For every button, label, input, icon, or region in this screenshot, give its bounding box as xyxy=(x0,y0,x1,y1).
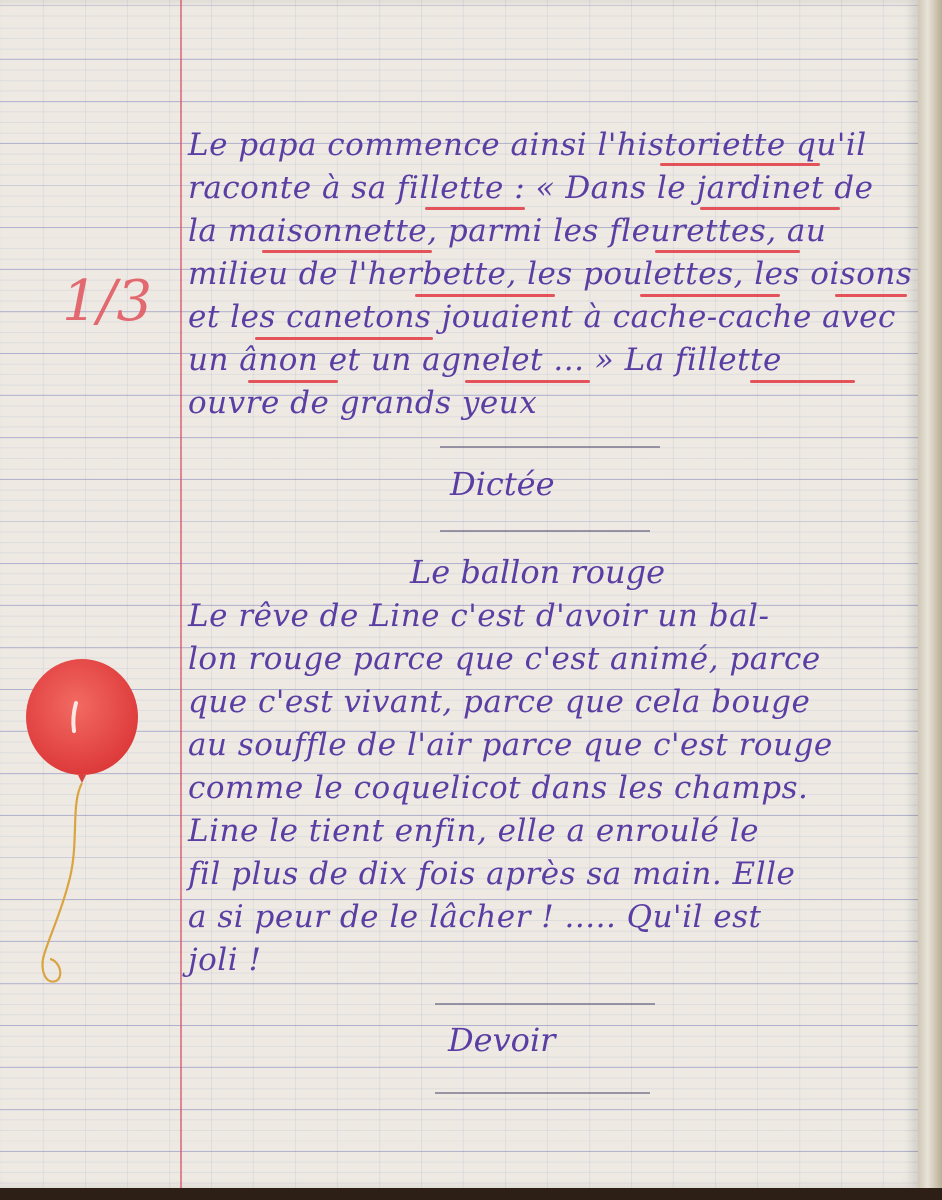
word-underline xyxy=(655,250,800,253)
passage-line: milieu de l'herbette, les poulettes, les oisons xyxy=(188,256,913,292)
dictee-title: Le ballon rouge xyxy=(410,553,666,591)
word-underline xyxy=(700,207,840,210)
red-balloon-drawing xyxy=(20,655,150,1005)
dictee-heading: Dictée xyxy=(450,465,555,503)
word-underline xyxy=(415,294,555,297)
separator-line xyxy=(435,1003,655,1005)
dictee-line: a si peur de le lâcher ! ..... Qu'il est xyxy=(188,899,762,935)
word-underline xyxy=(465,380,590,383)
word-underline xyxy=(262,250,432,253)
dictee-line: joli ! xyxy=(188,942,262,978)
dictee-line: au souffle de l'air parce que c'est rouge xyxy=(188,727,833,763)
word-underline xyxy=(750,380,855,383)
page-binding-edge xyxy=(918,0,942,1200)
word-underline xyxy=(255,337,433,340)
separator-line xyxy=(440,446,660,448)
dictee-line: Le rêve de Line c'est d'avoir un bal- xyxy=(188,598,770,634)
passage-line: raconte à sa fillette : « Dans le jardinet de xyxy=(188,170,874,206)
word-underline xyxy=(835,294,907,297)
passage-line: la maisonnette, parmi les fleurettes, au xyxy=(188,213,827,249)
devoir-heading: Devoir xyxy=(448,1021,556,1059)
dictee-line: que c'est vivant, parce que cela bouge xyxy=(188,684,811,720)
word-underline xyxy=(425,207,525,210)
dictee-line: comme le coquelicot dans les champs. xyxy=(188,770,809,806)
page-bottom-edge xyxy=(0,1188,942,1200)
passage-line: ouvre de grands yeux xyxy=(188,385,538,421)
separator-line xyxy=(435,1092,650,1094)
word-underline xyxy=(660,163,820,166)
passage-line: un ânon et un agnelet ... » La fillette xyxy=(188,342,782,378)
dictee-line: lon rouge parce que c'est animé, parce xyxy=(188,641,821,677)
passage-line: et les canetons jouaient à cache-cache avec xyxy=(188,299,896,335)
svg-text:1/3: 1/3 xyxy=(62,269,153,334)
passage-line: Le papa commence ainsi l'historiette qu'il xyxy=(188,127,867,163)
word-underline xyxy=(248,380,338,383)
margin-fraction-mark xyxy=(58,228,153,378)
margin-line xyxy=(180,0,182,1188)
dictee-line: fil plus de dix fois après sa main. Elle xyxy=(188,856,796,892)
dictee-line: Line le tient enfin, elle a enroulé le xyxy=(188,813,759,849)
word-underline xyxy=(640,294,780,297)
separator-line xyxy=(440,530,650,532)
